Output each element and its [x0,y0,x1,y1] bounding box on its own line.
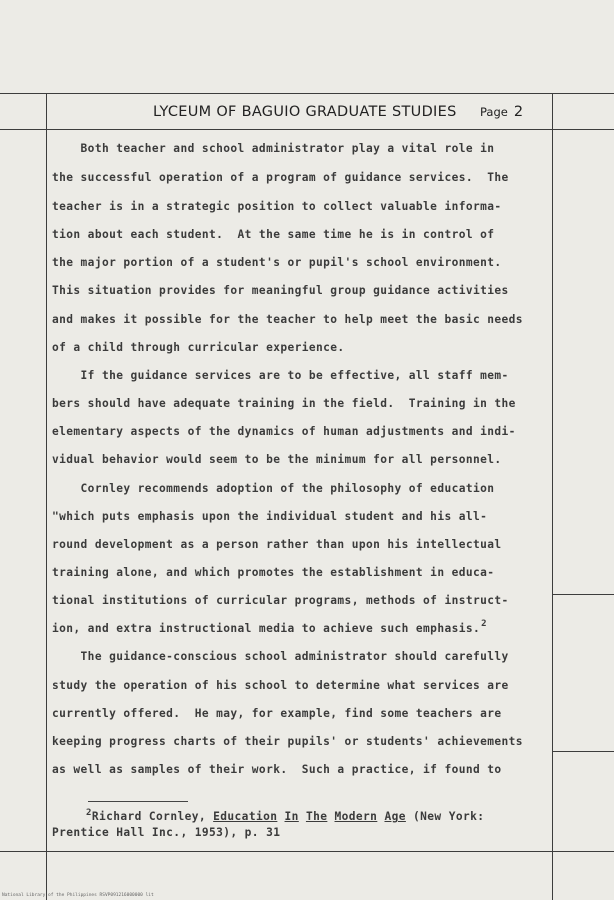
footnote-publisher: (New York: [405,810,485,823]
body-line-with-ref [52,619,552,635]
footnote-title-word: Education [213,810,278,823]
header-rule [0,129,614,130]
page-title: LYCEUM OF BAGUIO GRADUATE STUDIES [153,104,457,120]
body-line: elementary aspects of the dynamics of human adjustments and indi- [52,425,516,438]
right-margin-rule [552,93,553,900]
footnote-title-word: In [284,810,299,823]
body-line: currently offered. He may, for example, find some teachers are [52,707,502,720]
footnote-line-1 [86,810,484,823]
body-line: keeping progress charts of their pupils' or students' achievements [52,735,523,748]
body-line-text: ion, and extra instructional media to achieve such emphasis. [52,622,481,635]
right-tab-rule-2 [552,751,614,752]
body-line: "which puts emphasis upon the individual student and his all- [52,510,488,523]
body-line: the successful operation of a program of guidance services. The [52,171,509,184]
top-rule [0,93,614,94]
archive-credit: National Library of the Philippines RSVP091216000000 lit [2,893,154,898]
page-number-label [480,104,523,120]
body-line: round development as a person rather than upon his intellectual [52,538,502,551]
body-line: training alone, and which promotes the establishment in educa- [52,566,495,579]
footnote-separator [88,801,188,802]
body-line: The guidance-conscious school administrator should carefully [52,650,509,663]
footnote-reference: 2 [481,619,487,629]
body-line: tion about each student. At the same time he is in control of [52,228,495,241]
body-line: bers should have adequate training in the field. Training in the [52,397,516,410]
footnote-title-word: Modern [334,810,378,823]
footnote-title-word: Age [384,810,406,823]
right-tab-rule [552,594,614,595]
bottom-rule [0,851,614,852]
left-margin-rule [46,93,47,900]
footnote-marker: 2 [86,808,92,818]
body-line: the major portion of a student's or pupil's school environment. [52,256,502,269]
body-line: as well as samples of their work. Such a practice, if found to [52,763,502,776]
body-line: study the operation of his school to determine what services are [52,679,509,692]
body-line: and makes it possible for the teacher to help meet the basic needs [52,313,523,326]
footnote-line-2: Prentice Hall Inc., 1953), p. 31 [52,826,281,839]
body-line: teacher is in a strategic position to collect valuable informa- [52,200,502,213]
body-line: Both teacher and school administrator play a vital role in [52,142,495,155]
body-line: tional institutions of curricular programs, methods of instruct- [52,594,509,607]
body-line: of a child through curricular experience. [52,341,345,354]
page-number: 2 [513,104,524,120]
body-line: Cornley recommends adoption of the philosophy of education [52,482,495,495]
body-line: This situation provides for meaningful group guidance activities [52,284,509,297]
footnote-title-word: The [305,810,328,823]
footnote-author: Richard Cornley, [91,810,214,823]
body-line: vidual behavior would seem to be the minimum for all personnel. [52,453,502,466]
body-line: If the guidance services are to be effective, all staff mem- [52,369,509,382]
page-label-text: Page [480,105,508,119]
